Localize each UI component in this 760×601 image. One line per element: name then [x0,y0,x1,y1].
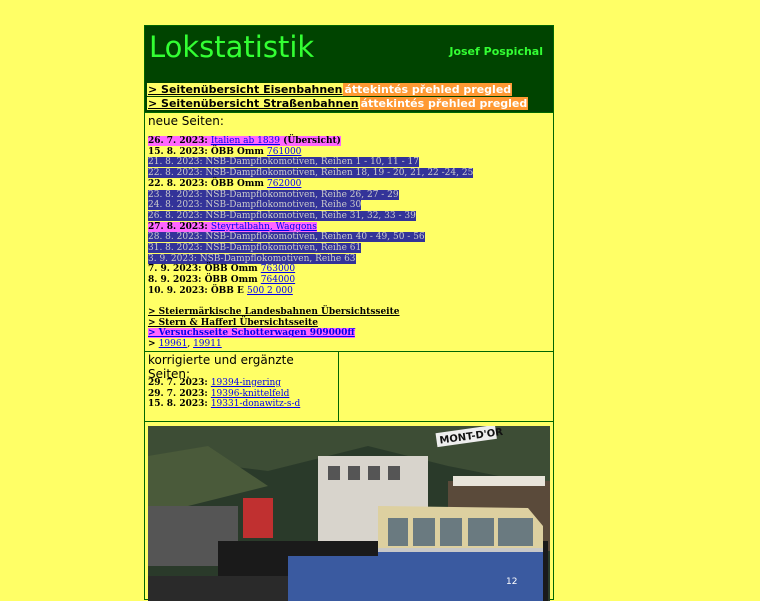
new-page-item [148,190,473,201]
link-stlb-overview[interactable]: > Steiermärkische Landesbahnen Übersichtsseite [148,307,400,317]
new-page-entry [148,200,361,210]
empty-side-cell [339,352,553,422]
corrected-item [148,399,300,410]
last-sep: , [187,339,194,350]
new-page-link[interactable]: Italien ab 1839 [210,136,280,146]
new-page-entry [148,275,295,285]
new-page-text: NSB-Dampflokomotiven, Reihen 1 - 10, 11 - 17 [205,157,419,168]
new-page-entry [148,179,301,189]
new-page-item [148,147,473,158]
car-number: 12 [506,577,518,587]
new-page-date: 31. 8. 2023: [148,243,206,254]
new-page-item [148,168,473,179]
corrected-list [148,378,300,410]
new-page-date: 21. 8. 2023: [148,157,206,168]
section-links [148,307,400,350]
new-page-entry [148,243,361,253]
link-19911[interactable]: 19911 [193,339,222,350]
new-page-date: 22. 8. 2023: [148,178,211,189]
corrected-item [148,389,300,400]
main-frame [144,25,554,600]
corrected-date: 29. 7. 2023: [148,388,211,399]
nav-lang-railways[interactable]: áttekintés přehled pregled [344,83,512,96]
new-page-item [148,232,473,243]
new-page-link[interactable]: 764000 [260,275,296,286]
nav-link-tramways[interactable]: > Seitenübersicht Straßenbahnen [148,97,359,110]
new-page-date: 22. 8. 2023: [148,168,206,179]
last-prefix: > [148,339,159,350]
link-schotterwagen[interactable]: > Versuchsseite Schotterwagen 909000ff [148,328,355,339]
new-page-date: 15. 8. 2023: [148,146,211,157]
new-page-date: 26. 7. 2023: [148,136,211,146]
new-page-entry [148,190,399,200]
corrected-link[interactable]: 19331-donawitz-s-d [210,399,301,410]
new-page-item [148,254,473,265]
new-page-text: NSB-Dampflokomotiven, Reihen 40 - 49, 50 - 56 [205,232,425,243]
new-page-text: NSB-Dampflokomotiven, Reihen 18, 19 - 20, 21, 22 -24, 25 [205,168,474,179]
new-page-entry [148,232,425,242]
corrected-date: 15. 8. 2023: [148,399,211,410]
site-title: Lokstatistik [149,30,315,64]
new-page-entry [148,157,419,167]
new-page-entry [148,222,317,232]
new-page-date: 24. 8. 2023: [148,200,206,211]
new-page-date: 8. 9. 2023: [148,275,205,286]
corrected-item [148,378,300,389]
new-page-note: (Übersicht) [280,136,341,146]
new-page-link[interactable]: 763000 [260,264,296,275]
corrected-date: 29. 7. 2023: [148,378,211,388]
new-page-entry [148,254,356,264]
new-page-date: 28. 8. 2023: [148,232,206,243]
new-page-date: 3. 9. 2023: [148,253,200,264]
nav-link-railways[interactable]: > Seitenübersicht Eisenbahnen [148,83,343,96]
new-page-item [148,179,473,190]
new-pages-section [145,112,553,352]
new-page-item [148,211,473,222]
new-page-text: ÖBB Omm [210,178,268,189]
new-page-item [148,243,473,254]
corrected-link[interactable]: 19396-knittelfeld [210,388,290,399]
new-page-date: 10. 9. 2023: [148,285,211,296]
new-page-link[interactable]: Steyrtalbahn, Waggons [210,221,317,232]
new-page-item [148,136,473,147]
new-page-entry [148,211,416,221]
new-page-date: 23. 8. 2023: [148,189,206,200]
nav-row-railways [147,83,512,97]
new-page-text: ÖBB E [210,285,248,296]
tram-photo[interactable] [148,426,550,601]
new-page-item [148,275,473,286]
new-page-item [148,222,473,233]
link-stern-hafferl[interactable]: > Stern & Hafferl Übersichtsseite [148,317,318,328]
new-page-date: 27. 8. 2023: [148,221,211,232]
new-page-link[interactable]: 500 2 000 [247,285,293,296]
new-page-link[interactable]: 761000 [267,146,302,157]
new-page-text: NSB-Dampflokomotiven, Reihe 63 [199,253,356,264]
new-page-entry [148,168,473,178]
new-pages-list [148,136,473,297]
new-page-text: ÖBB Omm [204,264,261,275]
new-page-item [148,157,473,168]
new-page-text: ÖBB Omm [204,275,261,286]
nav-lang-tramways[interactable]: áttekintés přehled pregled [360,97,528,110]
new-page-link[interactable]: 762000 [267,178,302,189]
nav-row-tramways [147,97,528,111]
new-page-item [148,200,473,211]
new-pages-heading: neue Seiten: [148,114,224,128]
new-page-text: ÖBB Omm [210,146,268,157]
link-19961[interactable]: 19961 [158,339,188,350]
new-page-text: NSB-Dampflokomotiven, Reihe 61 [205,243,362,254]
corrected-heading: korrigierte und ergänzte Seiten: [148,353,294,381]
new-page-item [148,286,473,297]
new-page-entry [148,147,301,157]
new-page-date: 26. 8. 2023: [148,210,206,221]
new-page-entry [148,264,295,274]
new-page-date: 7. 9. 2023: [148,264,205,275]
new-page-text: NSB-Dampflokomotiven, Reihe 26, 27 - 29 [205,189,399,200]
new-page-entry [148,136,341,146]
corrected-link[interactable]: 19394-ingering [210,378,281,388]
author-name: Josef Pospichal [449,45,543,58]
new-page-item [148,264,473,275]
site-header [145,26,553,112]
corrected-pages-section [145,352,339,422]
new-page-text: NSB-Dampflokomotiven, Reihe 30 [205,200,362,211]
sign-text: MONT-D'OR [438,426,504,447]
new-page-entry [148,286,293,296]
new-page-text: NSB-Dampflokomotiven, Reihe 31, 32, 33 - 39 [205,210,416,221]
